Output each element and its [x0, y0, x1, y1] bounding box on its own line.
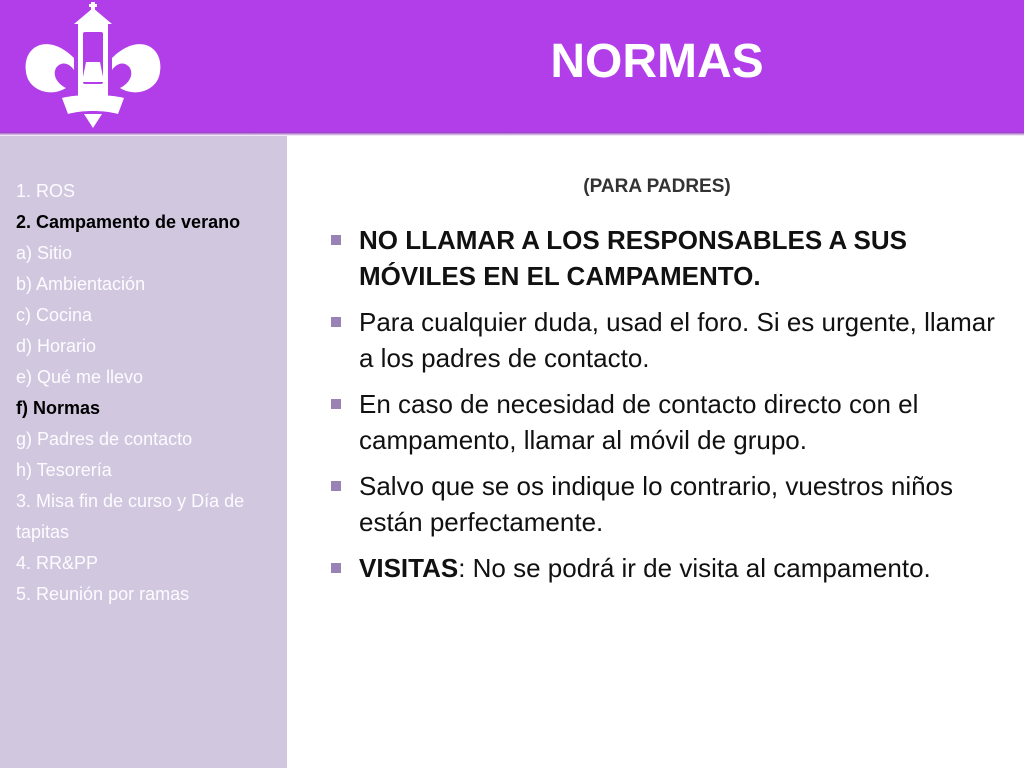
rules-list — [326, 222, 1006, 596]
rule-item — [326, 222, 1006, 294]
agenda-item: a) Sitio — [16, 243, 73, 263]
rule-item — [326, 550, 1006, 586]
rule-item — [326, 304, 1006, 376]
agenda-item: c) Cocina — [16, 305, 93, 325]
agenda-item: 1. ROS — [16, 181, 76, 201]
agenda-item: d) Horario — [16, 336, 97, 356]
agenda-outline — [16, 176, 278, 610]
rule-item — [326, 386, 1006, 458]
page-title: NORMAS — [550, 35, 764, 88]
square-bullet-icon — [331, 481, 341, 491]
agenda-item: 4. RR&PP — [16, 553, 99, 573]
square-bullet-icon — [331, 317, 341, 327]
rule-text: : No se podrá ir de visita al campamento. — [458, 553, 931, 583]
rule-text: Salvo que se os indique lo contrario, vuestros niños están perfectamente. — [359, 471, 954, 537]
scout-fleur-de-lis-emblem-icon — [18, 2, 168, 130]
agenda-item: 5. Reunión por ramas — [16, 584, 190, 604]
agenda-item: 2. Campamento de verano — [16, 212, 241, 232]
square-bullet-icon — [331, 235, 341, 245]
agenda-item: e) Qué me llevo — [16, 367, 144, 387]
rule-emphasis: NO LLAMAR A LOS RESPONSABLES A SUS MÓVILES EN EL CAMPAMENTO. — [359, 225, 907, 291]
agenda-item: h) Tesorería — [16, 460, 112, 480]
agenda-item: g) Padres de contacto — [16, 429, 193, 449]
agenda-item: f) Normas — [16, 398, 101, 418]
agenda-item: b) Ambientación — [16, 274, 146, 294]
square-bullet-icon — [331, 399, 341, 409]
rule-emphasis: VISITAS — [359, 553, 459, 583]
slide-subtitle: (PARA PADRES) — [583, 176, 731, 197]
rule-item — [326, 468, 1006, 540]
rule-text: En caso de necesidad de contacto directo con el campamento, llamar al móvil de grupo. — [359, 389, 919, 455]
square-bullet-icon — [331, 563, 341, 573]
agenda-item: 3. Misa fin de curso y Día de tapitas — [16, 491, 245, 542]
rule-text: Para cualquier duda, usad el foro. Si es urgente, llamar a los padres de contacto. — [359, 307, 995, 373]
